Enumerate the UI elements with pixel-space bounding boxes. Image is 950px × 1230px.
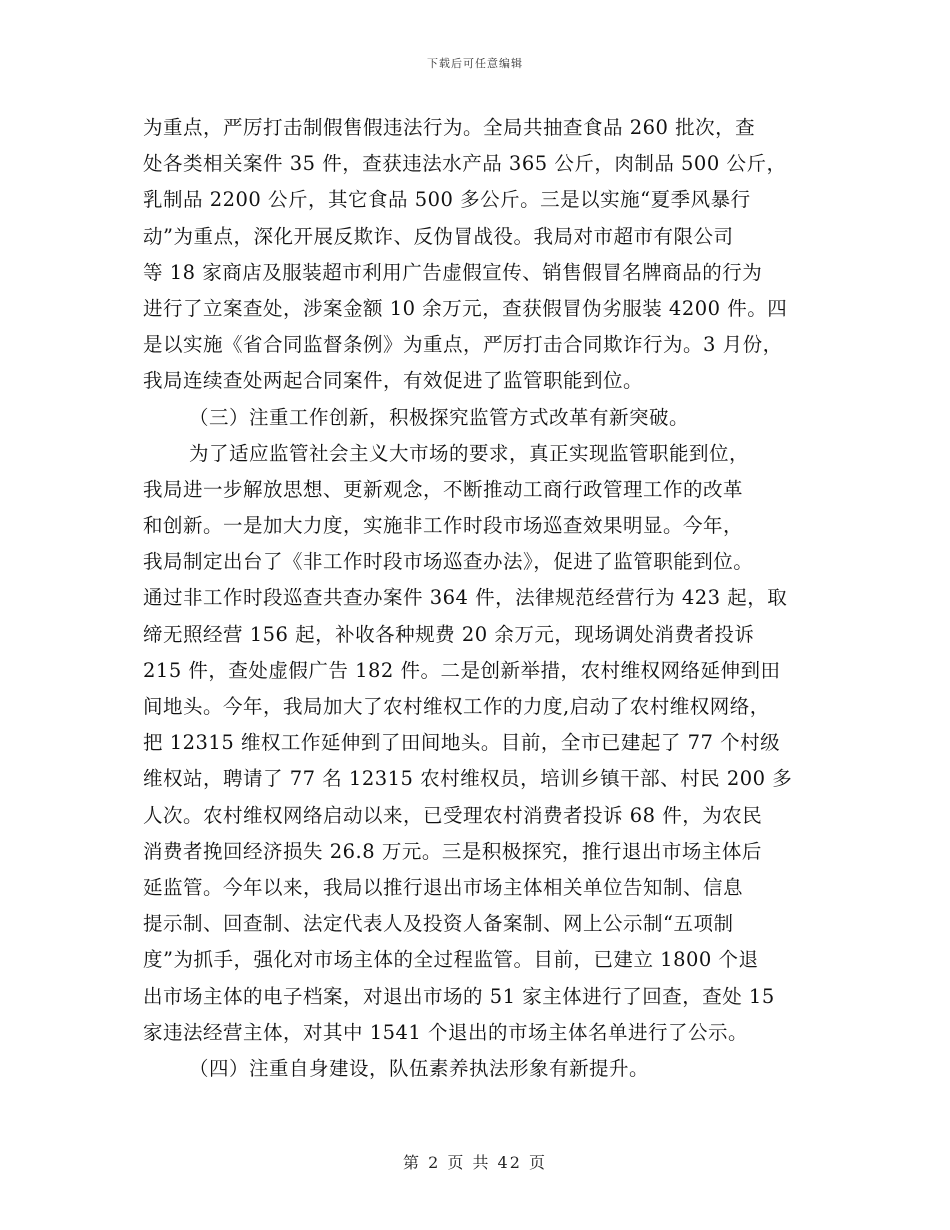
paragraph-start: 为了适应监管社会主义大市场的要求，真正实现监管职能到位， bbox=[189, 441, 750, 465]
text-line: 通过非工作时段巡查共查办案件 364 件，法律规范经营行为 423 起，取 bbox=[143, 586, 788, 610]
text-line: 维权站，聘请了 77 名 12315 农村维权员，培训乡镇干部、村民 200 多 bbox=[143, 767, 793, 791]
page-header-note: 下载后可任意编辑 bbox=[427, 57, 523, 70]
text-line: 缔无照经营 156 起，补收各种规费 20 余万元，现场调处消费者投诉 bbox=[143, 622, 755, 646]
section-heading: （四）注重自身建设，队伍素养执法形象有新提升。 bbox=[189, 1056, 650, 1080]
text-line: 提示制、回查制、法定代表人及投资人备案制、网上公示制“五项制 bbox=[143, 912, 734, 936]
page-number: 第 2 页 共 42 页 bbox=[403, 1153, 547, 1172]
text-line: 是以实施《省合同监督条例》为重点，严厉打击合同欺诈行为。3 月份， bbox=[143, 333, 783, 357]
text-line: 进行了立案查处，涉案金额 10 余万元，查获假冒伪劣服装 4200 件。四 bbox=[143, 296, 788, 320]
text-line: 我局连续查处两起合同案件，有效促进了监管职能到位。 bbox=[143, 369, 644, 393]
text-line: 间地头。今年，我局加大了农村维权工作的力度,启动了农村维权网络， bbox=[143, 695, 770, 718]
text-line: 和创新。一是加大力度，实施非工作时段市场巡查效果明显。今年， bbox=[143, 514, 744, 538]
text-line: 度”为抓手，强化对市场主体的全过程监管。目前，已建立 1800 个退 bbox=[143, 948, 759, 972]
text-line: 出市场主体的电子档案，对退出市场的 51 家主体进行了回查，查处 15 bbox=[143, 984, 775, 1008]
text-line: 215 件，查处虚假广告 182 件。二是创新举措，农村维权网络延伸到田 bbox=[143, 658, 781, 682]
text-line: 家违法经营主体，对其中 1541 个退出的市场主体名单进行了公示。 bbox=[143, 1020, 749, 1044]
text-line: 我局制定出台了《非工作时段市场巡查办法》，促进了监管职能到位。 bbox=[143, 550, 754, 574]
text-line: 处各类相关案件 35 件，查获违法水产品 365 公斤，肉制品 500 公斤， bbox=[143, 152, 787, 176]
text-line: 为重点，严厉打击制假售假违法行为。全局共抽查食品 260 批次，查 bbox=[143, 116, 756, 139]
section-heading: （三）注重工作创新，积极探究监管方式改革有新突破。 bbox=[189, 405, 690, 429]
text-line: 等 18 家商店及服装超市利用广告虚假宣传、销售假冒名牌商品的行为 bbox=[143, 260, 763, 284]
text-line: 消费者挽回经济损失 26.8 万元。三是积极探究，推行退出市场主体后 bbox=[143, 839, 762, 863]
document-body bbox=[143, 110, 833, 1087]
text-line: 延监管。今年以来，我局以推行退出市场主体相关单位告知制、信息 bbox=[143, 875, 744, 899]
text-line: 把 12315 维权工作延伸到了田间地头。目前，全市已建起了 77 个村级 bbox=[143, 731, 781, 755]
text-line: 乳制品 2200 公斤，其它食品 500 多公斤。三是以实施“夏季风暴行 bbox=[143, 188, 751, 212]
text-line: 我局进一步解放思想、更新观念，不断推动工商行政管理工作的改革 bbox=[143, 477, 744, 501]
text-line: 人次。农村维权网络启动以来，已受理农村消费者投诉 68 件，为农民 bbox=[143, 803, 763, 827]
text-line: 动”为重点，深化开展反欺诈、反伪冒战役。我局对市超市有限公司 bbox=[143, 224, 734, 248]
